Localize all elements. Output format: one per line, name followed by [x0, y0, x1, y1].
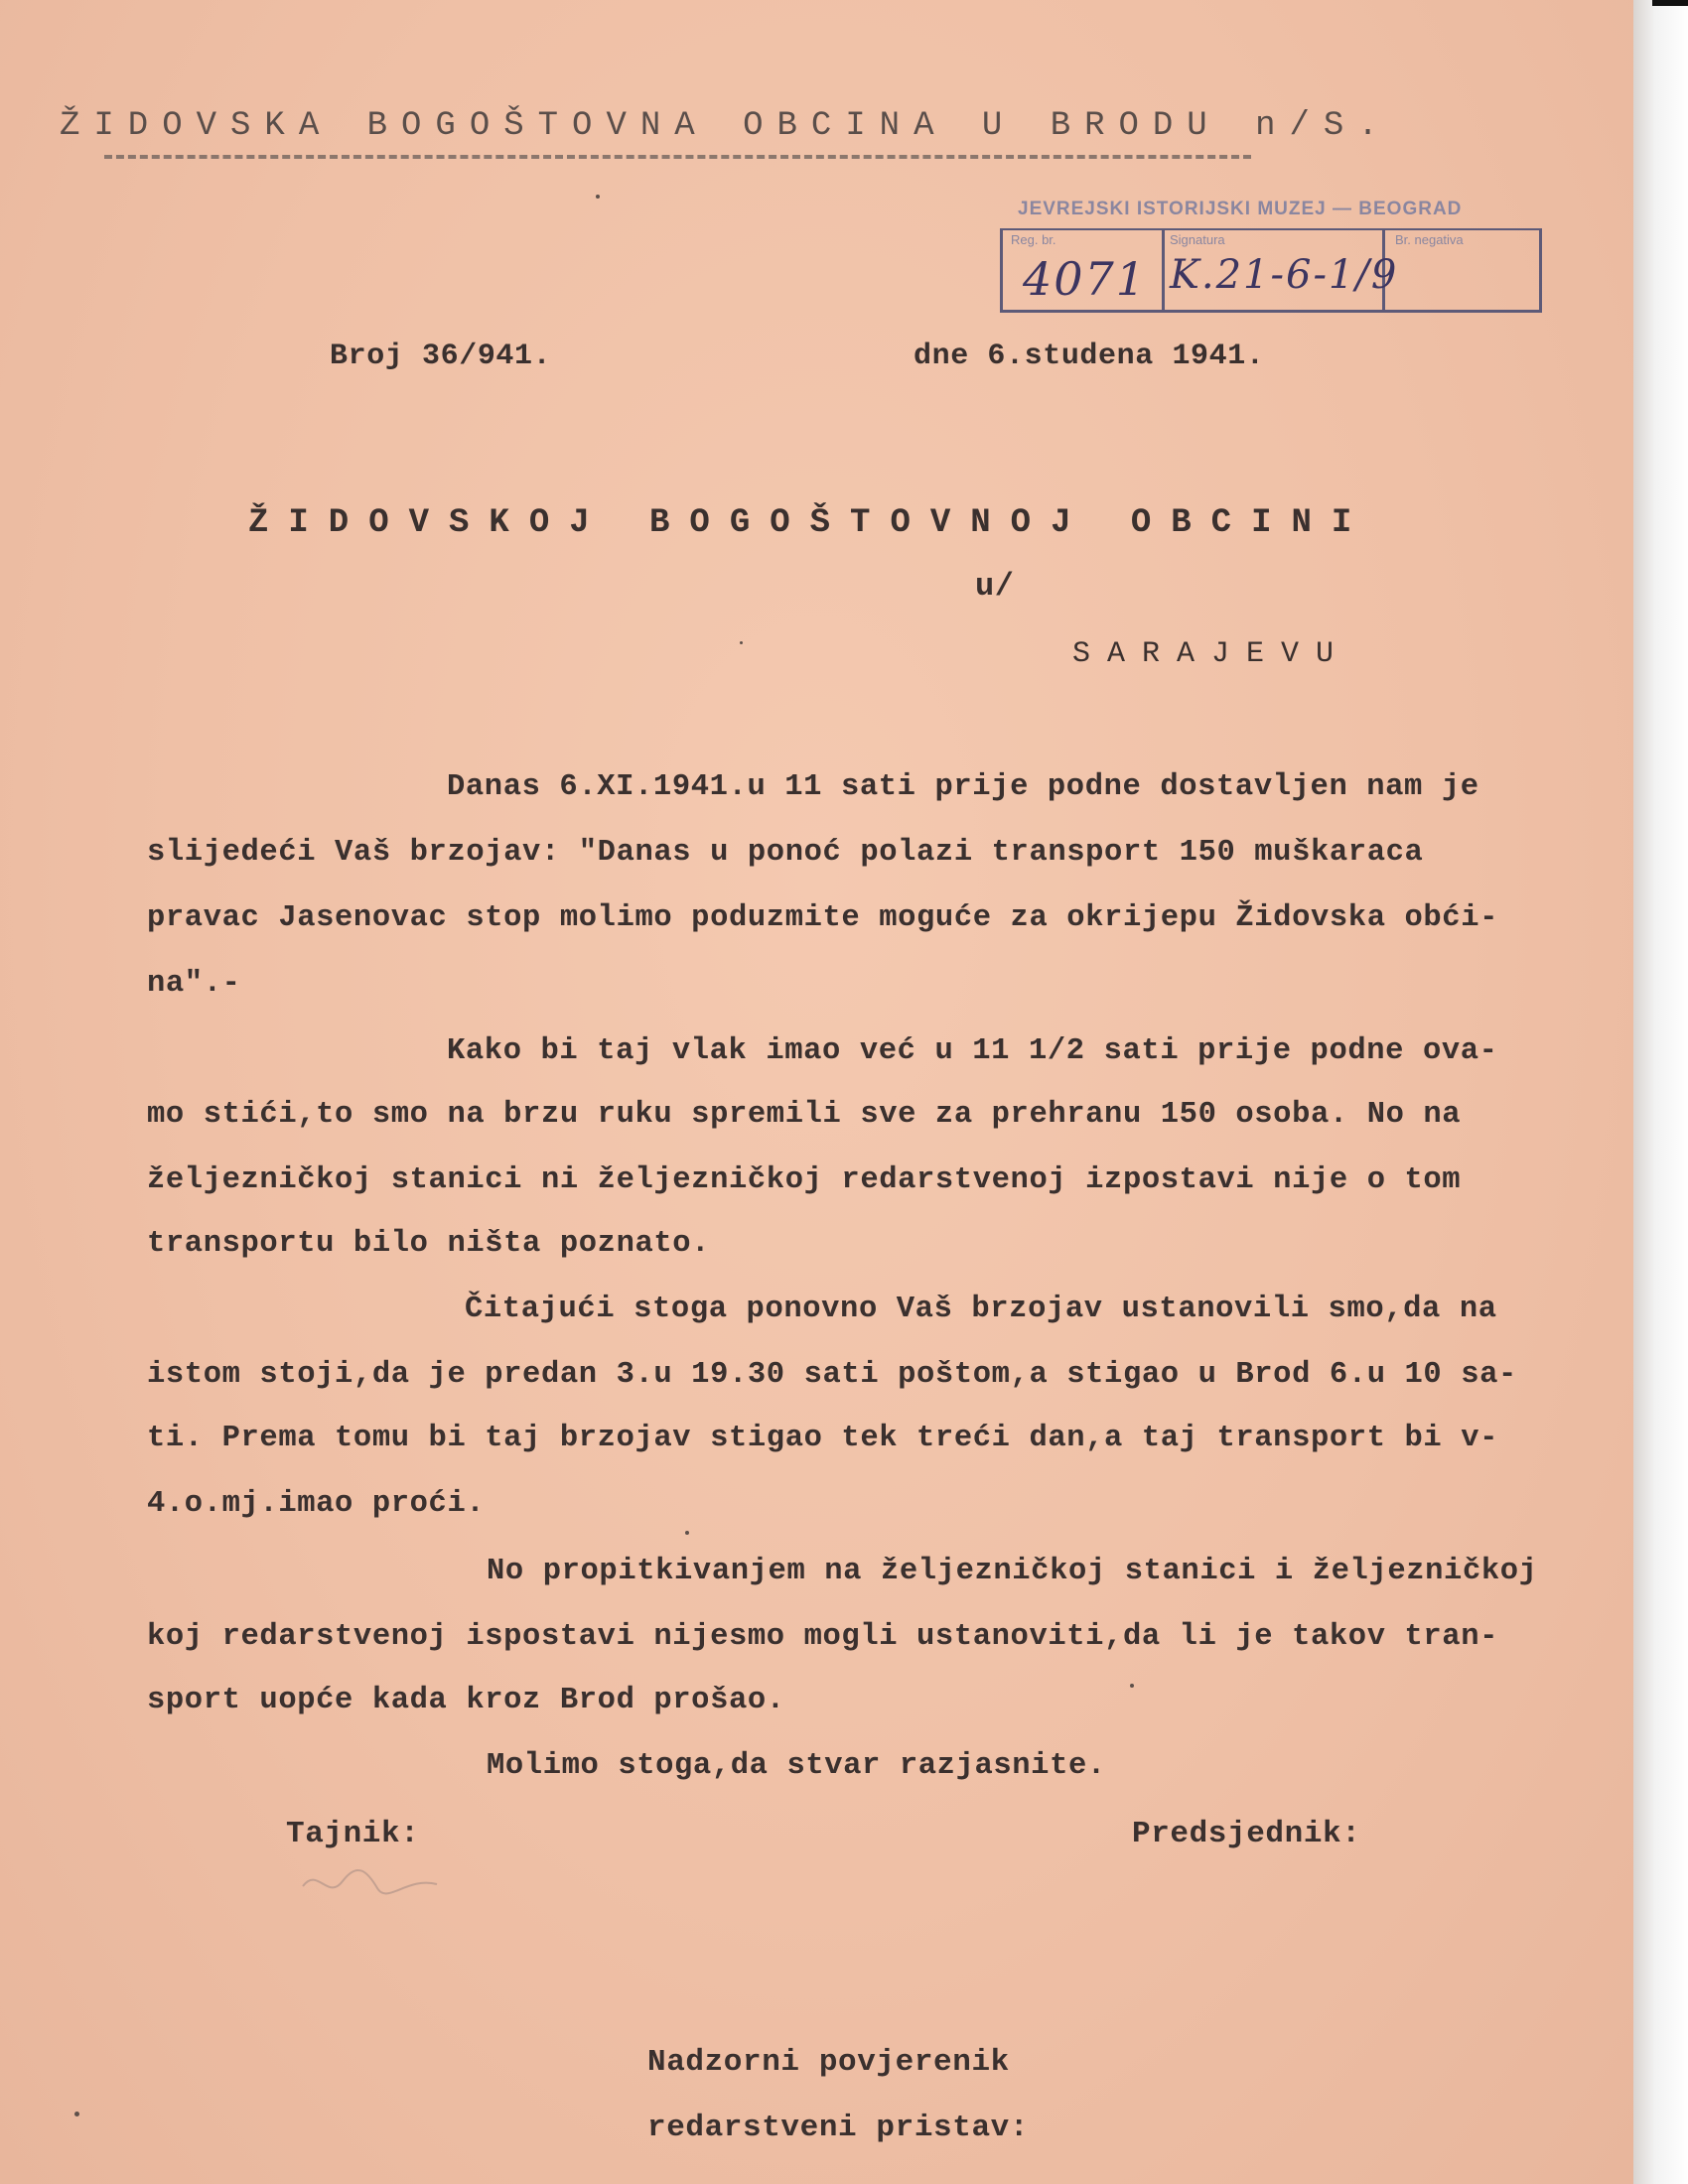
archive-stamp	[998, 189, 1539, 318]
body-line: No propitkivanjem na željezničkoj stanici i željezničkoj	[487, 1555, 1538, 1588]
body-line: Čitajući stoga ponovno Vaš brzojav ustanovili smo,da na	[465, 1293, 1497, 1326]
scan-corner-mark	[1652, 0, 1688, 6]
paper-speck	[740, 641, 743, 644]
stamp-label-reg: Reg. br.	[1011, 232, 1056, 247]
stamp-reg-number: 4071	[1023, 252, 1148, 306]
recipient-line-1: ŽIDOVSKOJ BOGOŠTOVNOJ OBCINI	[248, 504, 1372, 542]
stamp-signature: K.21-6-1/9	[1170, 252, 1399, 298]
body-line: transportu bilo ništa poznato.	[147, 1227, 711, 1261]
faint-signature-mark	[298, 1856, 447, 1906]
body-line: koj redarstvenoj ispostavi nijesmo mogli ustanoviti,da li je takov tran-	[147, 1620, 1499, 1654]
paper-speck	[74, 2112, 79, 2116]
body-line: istom stoji,da je predan 3.u 19.30 sati poštom,a stigao u Brod 6.u 10 sa-	[147, 1358, 1517, 1392]
stamp-institution: JEVREJSKI ISTORIJSKI MUZEJ — BEOGRAD	[1018, 199, 1463, 219]
body-line: slijedeći Vaš brzojav: "Danas u ponoć polazi transport 150 muškaraca	[147, 836, 1424, 870]
body-line: 4.o.mj.imao proći.	[147, 1487, 486, 1521]
secretary-label: Tajnik:	[286, 1817, 420, 1851]
body-line: Danas 6.XI.1941.u 11 sati prije podne dostavljen nam je	[447, 770, 1479, 804]
supervisor-title-line-1: Nadzorni povjerenik	[647, 2045, 1010, 2080]
scan-margin	[1633, 0, 1688, 2184]
recipient-line-3: SARAJEVU	[1072, 637, 1351, 671]
stamp-cell-reg	[1003, 230, 1165, 310]
body-line: željezničkoj stanici ni željezničkoj redarstvenoj izpostavi nije o tom	[147, 1163, 1462, 1197]
stamp-label-negative: Br. negativa	[1395, 232, 1464, 247]
stamp-grid	[1000, 228, 1542, 313]
president-label: Predsjednik:	[1132, 1817, 1361, 1851]
document-date: dne 6.studena 1941.	[914, 340, 1265, 373]
stamp-cell-signature	[1162, 230, 1399, 310]
body-line: pravac Jasenovac stop molimo poduzmite moguće za okrijepu Židovska obći-	[147, 901, 1499, 935]
letterhead-title: ŽIDOVSKA BOGOŠTOVNA OBCINA U BRODU n/S.	[60, 107, 1392, 145]
paper-speck	[685, 1531, 689, 1535]
letterhead-rule	[104, 155, 1251, 159]
body-line: Kako bi taj vlak imao već u 11 1/2 sati prije podne ova-	[447, 1034, 1498, 1068]
body-line: sport uopće kada kroz Brod prošao.	[147, 1684, 785, 1717]
stamp-label-signature: Signatura	[1170, 232, 1225, 247]
paper-speck	[596, 195, 600, 199]
supervisor-title-line-2: redarstveni pristav:	[647, 2111, 1030, 2145]
recipient-line-2: u/	[975, 568, 1015, 605]
body-line: Molimo stoga,da stvar razjasnite.	[487, 1749, 1106, 1783]
paper-speck	[1130, 1684, 1134, 1688]
body-line: na".-	[147, 967, 241, 1001]
body-line: ti. Prema tomu bi taj brzojav stigao tek treći dan,a taj transport bi v-	[147, 1422, 1499, 1455]
reference-number: Broj 36/941.	[330, 340, 552, 373]
body-line: mo stići,to smo na brzu ruku spremili sve za prehranu 150 osoba. No na	[147, 1098, 1462, 1132]
